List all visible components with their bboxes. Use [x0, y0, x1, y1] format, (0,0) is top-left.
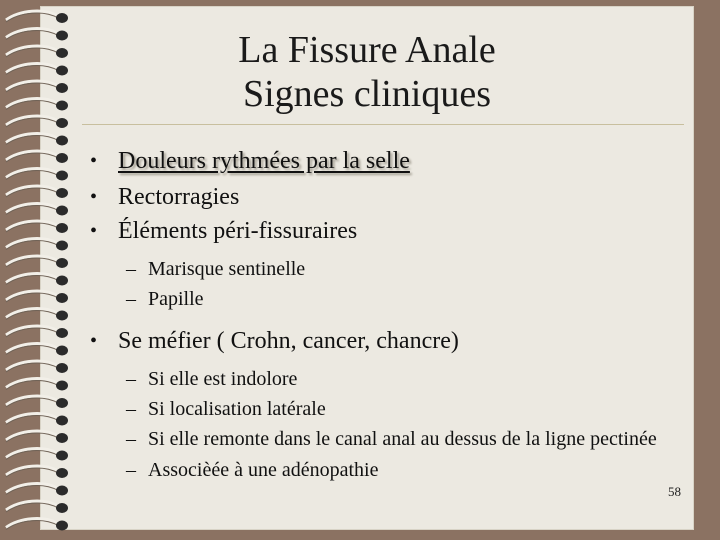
spiral-hole: [56, 188, 68, 198]
bullet-item: [90, 214, 690, 248]
sub-bullet-text: Si elle remonte dans le canal anal au dessus de la ligne pectinée: [148, 428, 657, 450]
dash-icon: –: [126, 459, 136, 481]
bullet-icon: •: [90, 220, 98, 242]
spiral-wire: [6, 274, 58, 283]
spiral-wire: [6, 484, 58, 493]
title-divider: [82, 124, 684, 125]
spiral-hole: [56, 433, 68, 443]
title-line-2: Signes cliniques: [242, 73, 492, 115]
spiral-hole: [56, 293, 68, 303]
spiral-hole: [56, 206, 68, 216]
spiral-hole: [56, 276, 68, 286]
spiral-hole: [56, 451, 68, 461]
spiral-hole: [56, 416, 68, 426]
spiral-hole: [56, 13, 68, 23]
spiral-wire: [6, 431, 58, 440]
spiral-hole: [56, 118, 68, 128]
spiral-wire: [6, 501, 58, 510]
spiral-hole: [56, 136, 68, 146]
spiral-wire: [6, 169, 58, 178]
dash-icon: –: [126, 258, 136, 280]
slide-body: [90, 144, 690, 485]
sub-bullet-item: [90, 254, 690, 284]
sub-bullet-text: Associèée à une adénopathie: [148, 459, 379, 481]
dash-icon: –: [126, 288, 136, 310]
page-number: 58: [668, 484, 681, 499]
sub-bullet-text: Si elle est indolore: [148, 368, 298, 390]
spiral-hole: [56, 398, 68, 408]
spiral-wire: [6, 291, 58, 300]
bullet-icon: •: [90, 330, 98, 352]
spiral-hole: [56, 311, 68, 321]
bullet-item: [90, 180, 690, 214]
spiral-hole: [56, 468, 68, 478]
sub-bullet-text: Papille: [148, 288, 204, 310]
spiral-wire: [6, 221, 58, 230]
spiral-hole: [56, 328, 68, 338]
sub-bullet-text: Marisque sentinelle: [148, 258, 306, 280]
sub-bullet-item: [90, 455, 690, 485]
bullet-icon: •: [90, 150, 98, 172]
spiral-hole: [56, 258, 68, 268]
spiral-wire: [6, 116, 58, 125]
spiral-wire: [6, 256, 58, 265]
spiral-hole: [56, 346, 68, 356]
spiral-hole: [56, 381, 68, 391]
spiral-hole: [56, 153, 68, 163]
dash-icon: –: [126, 428, 136, 450]
spiral-wire: [6, 239, 58, 248]
sub-bullet-item: [90, 394, 690, 424]
spiral-wire: [6, 519, 58, 528]
title-line-1: La Fissure Anale: [238, 29, 496, 71]
bullet-text: Douleurs rythmées par la selle: [118, 148, 410, 174]
slide-title: [40, 28, 694, 116]
spiral-wire: [6, 326, 58, 335]
spiral-wire: [6, 186, 58, 195]
spiral-wire: [6, 466, 58, 475]
sub-bullet-item: [90, 424, 690, 451]
spiral-wire: [6, 379, 58, 388]
sub-bullet-item: [90, 284, 690, 314]
spiral-wire: [6, 309, 58, 318]
spiral-hole: [56, 241, 68, 251]
bullet-item: [90, 144, 690, 178]
spiral-wire: [6, 204, 58, 213]
bullet-item: [90, 324, 690, 358]
spiral-hole: [56, 363, 68, 373]
spiral-hole: [56, 171, 68, 181]
bullet-text: Rectorragies: [118, 184, 240, 210]
spiral-hole: [56, 223, 68, 233]
sub-bullet-item: [90, 364, 690, 394]
spiral-wire: [6, 396, 58, 405]
spiral-wire: [6, 449, 58, 458]
bullet-text: Se méfier ( Crohn, cancer, chancre): [118, 328, 459, 354]
sub-bullet-text: Si localisation latérale: [148, 398, 326, 420]
spiral-wire: [6, 134, 58, 143]
spiral-wire: [6, 11, 58, 20]
spiral-hole: [56, 521, 68, 531]
spiral-wire: [6, 414, 58, 423]
dash-icon: –: [126, 398, 136, 420]
spiral-hole: [56, 486, 68, 496]
bullet-text: Éléments péri-fissuraires: [118, 218, 358, 244]
spiral-hole: [56, 503, 68, 513]
bullet-icon: •: [90, 186, 98, 208]
spiral-wire: [6, 344, 58, 353]
dash-icon: –: [126, 368, 136, 390]
spiral-wire: [6, 151, 58, 160]
spiral-wire: [6, 361, 58, 370]
